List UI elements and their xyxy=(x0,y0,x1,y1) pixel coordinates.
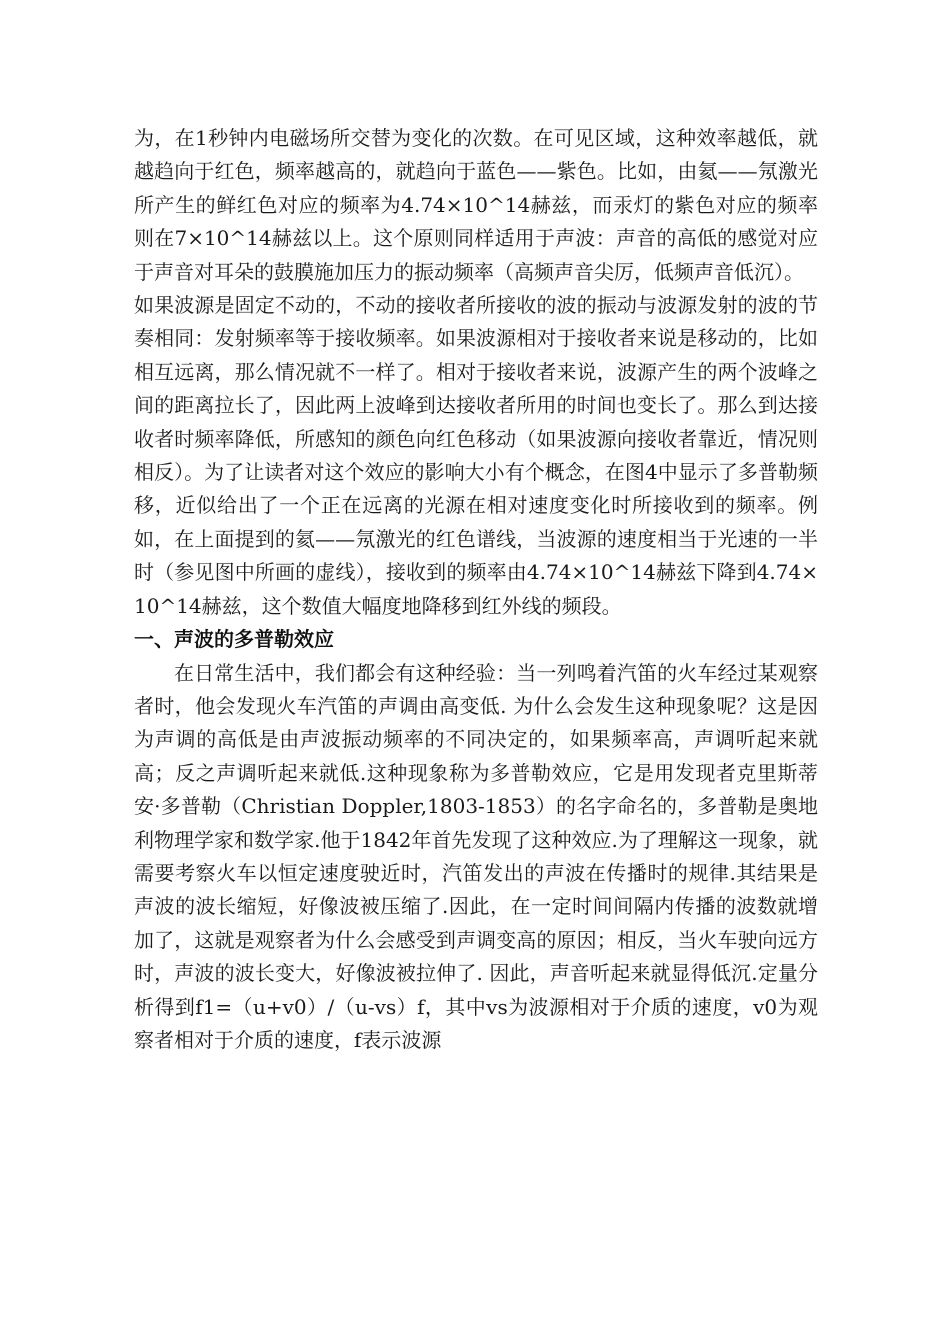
paragraph-light-frequency: 为，在1秒钟内电磁场所交替为变化的次数。在可见区域，这种效率越低，就越趋向于红色，频率越高的，就趋向于蓝色——紫色。比如，由氦——氖激光所产生的鲜红色对应的频率为4.74×10^14赫兹，而汞灯的紫色对应的频率则在7×10^14赫兹以上。这个原则同样适用于声波：声音的高低的感觉对应于声音对耳朵的鼓膜施加压力的振动频率（高频声音尖厉，低频声音低沉）。 xyxy=(134,126,818,284)
paragraph-sound-doppler: 在日常生活中，我们都会有这种经验：当一列鸣着汽笛的火车经过某观察者时，他会发现火车汽笛的声调由高变低. 为什么会发生这种现象呢？这是因为声调的高低是由声波振动频率的不同决定的，如果频率高，声调听起来就高；反之声调听起来就低.这种现象称为多普勒效应，它是用发现者克里斯蒂安·多普勒（Christian Doppler,1803-1853）的名字命名的，多普勒是奥地利物理学家和数学家.他于1842年首先发现了这种效应.为了理解这一现象，就需要考察火车以恒定速度驶近时，汽笛发出的声波在传播时的规律.其结果是声波的波长缩短，好像波被压缩了.因此，在一定时间间隔内传播的波数就增加了，这就是观察者为什么会感受到声调变高的原因；相反，当火车驶向远方时，声波的波长变大，好像波被拉伸了. 因此，声音听起来就显得低沉.定量分析得到f1=（u+v0）/（u-vs）f，其中vs为波源相对于介质的速度，v0为观察者相对于介质的速度，f表示波源 xyxy=(134,660,818,1052)
section-heading: 一、声波的多普勒效应 xyxy=(134,627,334,652)
paragraph-doppler-light: 如果波源是固定不动的，不动的接收者所接收的波的振动与波源发射的波的节奏相同：发射频率等于接收频率。如果波源相对于接收者来说是移动的，比如相互远离，那么情况就不一样了。相对于接收者来说，波源产生的两个波峰之间的距离拉长了，因此两上波峰到达接收者所用的时间也变长了。那么到达接收者时频率降低，所感知的颜色向红色移动（如果波源向接收者靠近，情况则相反）。为了让读者对这个效应的影响大小有个概念，在图4中显示了多普勒频移，近似给出了一个正在远离的光源在相对速度变化时所接收到的频率。例如，在上面提到的氦——氖激光的红色谱线，当波源的速度相当于光速的一半时（参见图中所画的虚线），接收到的频率由4.74×10^14赫兹下降到4.74×10^14赫兹，这个数值大幅度地降移到红外线的频段。 xyxy=(134,293,818,618)
document-body xyxy=(134,122,818,1057)
